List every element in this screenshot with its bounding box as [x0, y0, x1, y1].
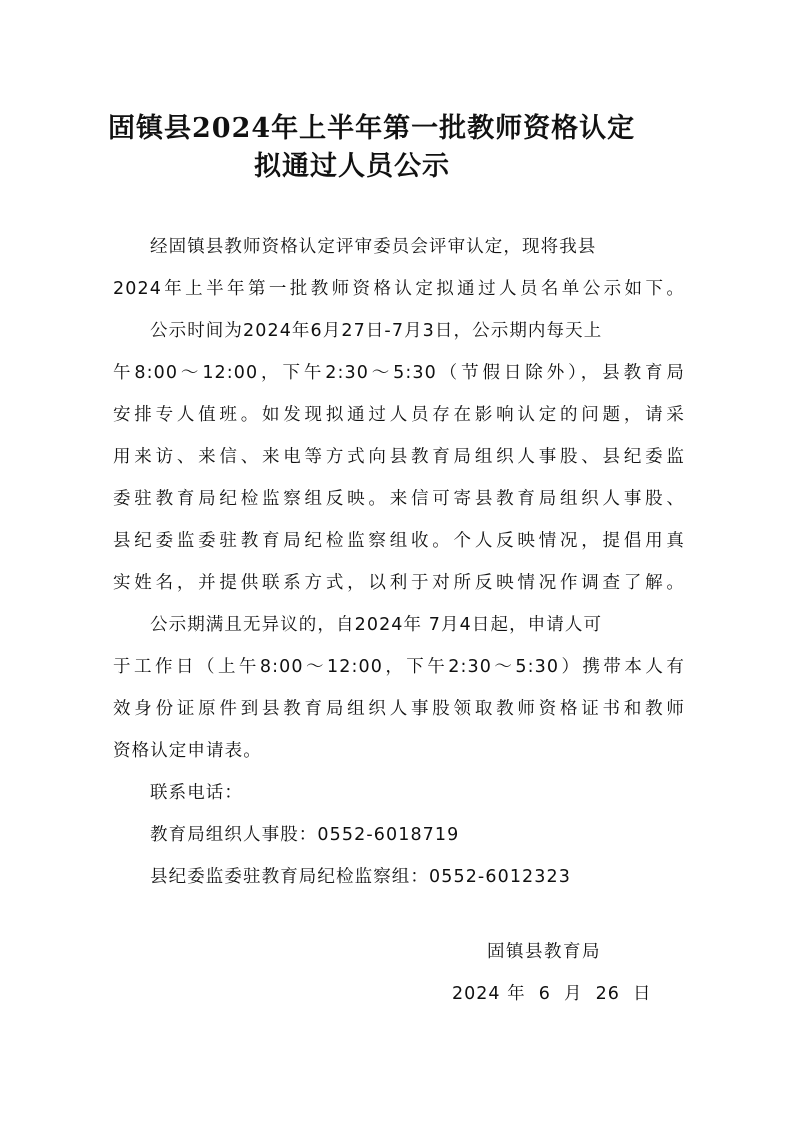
signature-org: 固镇县教育局 [487, 942, 601, 962]
paragraph-line: 效身份证原件到县教育局组织人事股领取教师资格证书和教师 [113, 699, 685, 719]
paragraph-line: 资格认定申请表。 [113, 741, 262, 761]
document-title-line-2: 拟通过人员公示 [254, 151, 450, 182]
paragraph-line: 安排专人值班。如发现拟通过人员存在影响认定的问题，请采 [113, 405, 685, 425]
paragraph-line: 于工作日（上午8:00～12:00，下午2:30～5:30）携带本人有 [113, 657, 685, 677]
paragraph-line: 公示时间为2024年6月27日-7月3日，公示期内每天上 [150, 321, 603, 341]
contact-line: 教育局组织人事股：0552-6018719 [150, 825, 460, 845]
document-title-line-1: 固镇县2024年上半年第一批教师资格认定 [108, 113, 636, 144]
paragraph-line: 2024年上半年第一批教师资格认定拟通过人员名单公示如下。 [113, 279, 685, 299]
signature-date: 2024 年 6 月 26 日 [452, 984, 652, 1004]
paragraph-line: 公示期满且无异议的，自2024年 7月4日起，申请人可 [150, 615, 603, 635]
paragraph-line: 午8:00～12:00，下午2:30～5:30（节假日除外），县教育局 [113, 363, 685, 383]
paragraph-line: 委驻教育局纪检监察组反映。来信可寄县教育局组织人事股、 [113, 489, 685, 509]
paragraph-line: 县纪委监委驻教育局纪检监察组收。个人反映情况，提倡用真 [113, 531, 685, 551]
contact-heading: 联系电话： [150, 783, 243, 803]
paragraph-line: 用来访、来信、来电等方式向县教育局组织人事股、县纪委监 [113, 447, 685, 467]
contact-line: 县纪委监委驻教育局纪检监察组：0552-6012323 [150, 867, 571, 887]
paragraph-line: 实姓名，并提供联系方式，以利于对所反映情况作调查了解。 [113, 573, 685, 593]
paragraph-line: 经固镇县教师资格认定评审委员会评审认定，现将我县 [150, 237, 597, 257]
